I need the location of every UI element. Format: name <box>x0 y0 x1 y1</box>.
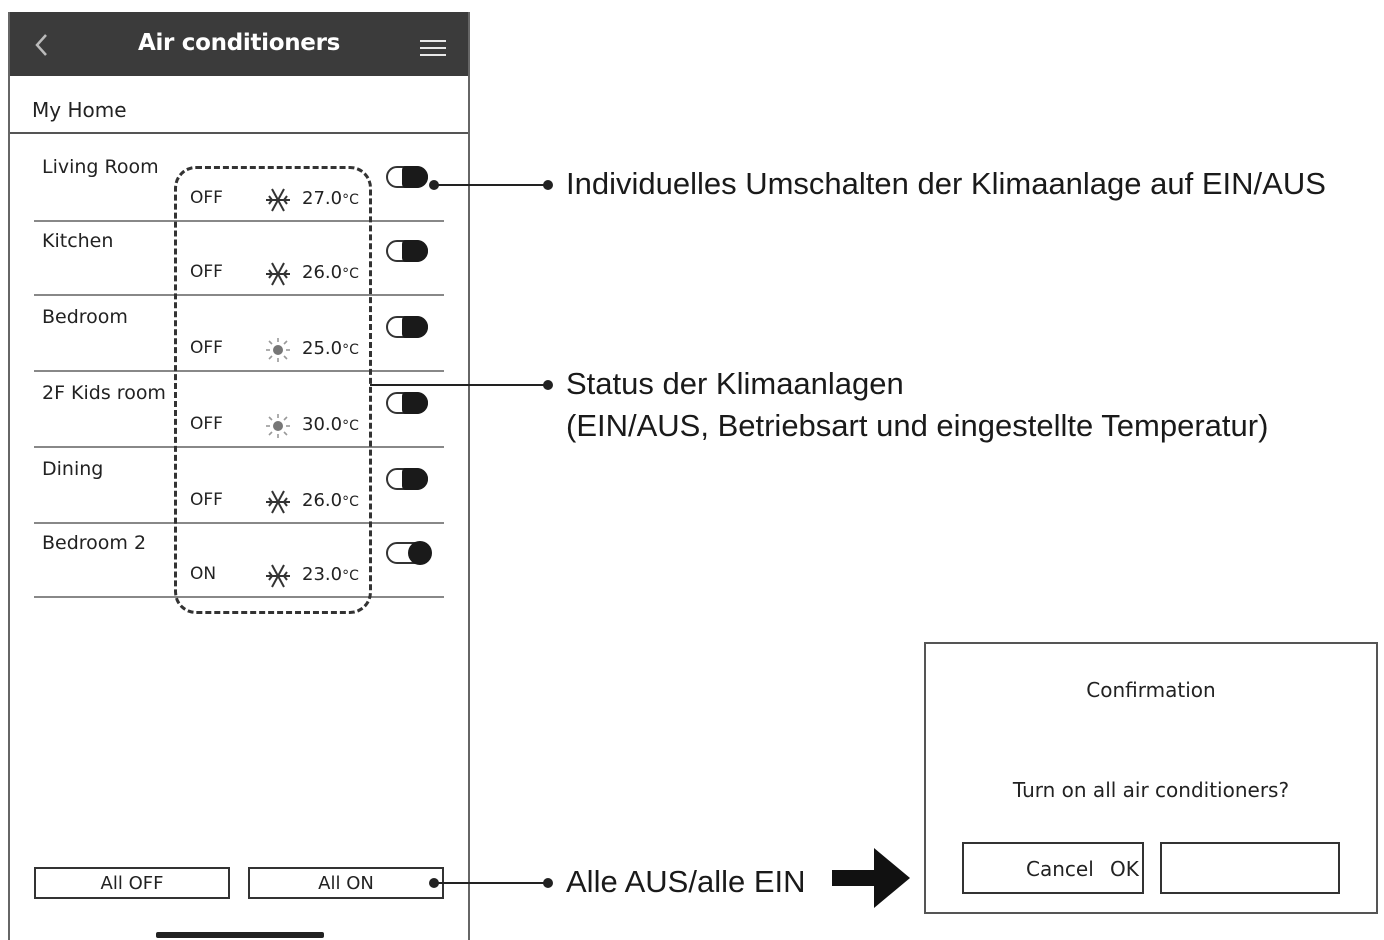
room-status: OFF <box>190 414 223 434</box>
cancel-label: Cancel <box>1026 857 1094 881</box>
room-status: OFF <box>190 188 223 208</box>
annotation-toggle: Individuelles Umschalten der Klimaanlage auf EIN/AUS <box>566 166 1326 201</box>
room-name: Bedroom <box>42 306 128 328</box>
room-name: Living Room <box>42 156 159 178</box>
home-indicator <box>156 932 324 938</box>
power-toggle[interactable] <box>386 166 428 188</box>
room-temperature: 26.0°C <box>302 262 359 283</box>
room-temperature: 23.0°C <box>302 564 359 585</box>
power-toggle[interactable] <box>386 240 428 262</box>
room-status: ON <box>190 564 217 584</box>
dialog-title: Confirmation <box>1086 678 1216 702</box>
room-temperature: 26.0°C <box>302 490 359 511</box>
room-status: OFF <box>190 490 223 510</box>
page-title: Air conditioners <box>137 30 341 56</box>
annotation-all: Alle AUS/alle EIN <box>566 864 806 899</box>
room-row[interactable] <box>34 524 444 598</box>
power-toggle[interactable] <box>386 542 430 564</box>
confirmation-dialog <box>924 642 1378 914</box>
annotation-status-1: Status der Klimaanlagen <box>566 366 904 401</box>
callout-dot <box>543 878 553 888</box>
all-off-button[interactable]: All OFF <box>34 867 230 899</box>
ok-label: OK <box>1110 857 1139 881</box>
room-status: OFF <box>190 338 223 358</box>
room-temperature: 27.0°C <box>302 188 359 209</box>
power-toggle[interactable] <box>386 392 428 414</box>
annotation-status-2: (EIN/AUS, Betriebsart und eingestellte Temperatur) <box>566 408 1269 443</box>
room-name: Dining <box>42 458 104 480</box>
room-name: Kitchen <box>42 230 114 252</box>
callout-line <box>434 184 548 186</box>
sun-icon <box>264 412 292 440</box>
callout-dot <box>543 380 553 390</box>
snowflake-icon <box>264 562 292 590</box>
right-arrow-icon <box>832 848 912 908</box>
snowflake-icon <box>264 186 292 214</box>
all-on-button[interactable]: All ON <box>248 867 444 899</box>
phone-screen <box>8 12 470 940</box>
home-name: My Home <box>32 98 127 122</box>
sun-icon <box>264 336 292 364</box>
app-header <box>10 12 468 76</box>
snowflake-icon <box>264 488 292 516</box>
power-toggle[interactable] <box>386 468 428 490</box>
ok-button[interactable] <box>1160 842 1340 894</box>
room-status: OFF <box>190 262 223 282</box>
room-temperature: 25.0°C <box>302 338 359 359</box>
room-name: 2F Kids room <box>42 382 166 404</box>
room-row[interactable] <box>34 450 444 524</box>
room-name: Bedroom 2 <box>42 532 147 554</box>
callout-line <box>370 384 548 386</box>
callout-line <box>434 882 548 884</box>
cancel-button[interactable] <box>962 842 1144 894</box>
power-toggle[interactable] <box>386 316 428 338</box>
room-row[interactable] <box>34 298 444 372</box>
room-row[interactable] <box>34 148 444 222</box>
callout-dot <box>543 180 553 190</box>
room-row[interactable] <box>34 222 444 296</box>
room-temperature: 30.0°C <box>302 414 359 435</box>
dialog-message: Turn on all air conditioners? <box>1012 778 1290 802</box>
snowflake-icon <box>264 260 292 288</box>
hamburger-menu-icon[interactable] <box>420 40 446 58</box>
home-selector[interactable] <box>10 76 468 134</box>
